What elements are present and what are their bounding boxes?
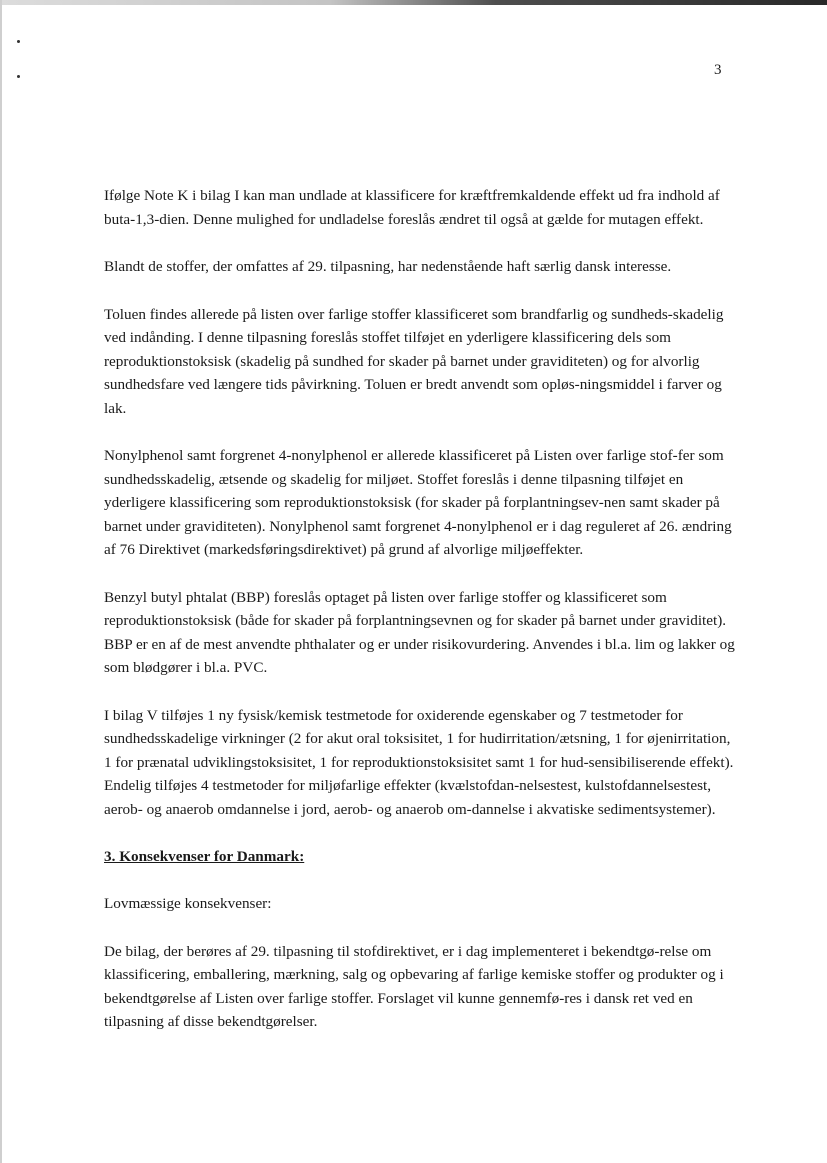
scan-edge-left (0, 0, 2, 1163)
scan-speck (17, 75, 20, 78)
section-paragraph: De bilag, der berøres af 29. tilpasning til stofdirektivet, er i dag implementeret i bekendtgø-relse om klassificering, emballering, mærkning, salg og opbevaring af farlige kemiske stoffer og produkter og i bekendtgørelse af Listen over farlige stoffer. Forslaget vil kunne gennemfø-res i dansk ret ved en tilpasning af disse bekendtgørelser. (104, 942, 724, 1030)
paragraph-danish-interest: Blandt de stoffer, der omfattes af 29. tilpasning, har nedenstående haft særlig dansk interesse. (104, 258, 672, 275)
section-subheading: Lovmæssige konsekvenser: (104, 895, 272, 912)
section-consequences (104, 845, 736, 1034)
scan-speck (17, 40, 20, 43)
paragraph-toluen: Toluen findes allerede på listen over farlige stoffer klassificeret som brandfarlig og sundheds-skadelig ved indånding. I denne tilpasning foreslås stoffet tilføjet en yderligere klassificering dels som reproduktionstoksisk (skadelig på sundhed for skader på barnet under graviditeten) og for alvorlig sundhedsfare ved længere tids påvirkning. Toluen er bredt anvendt som opløs-ningsmiddel i farver og lak. (104, 305, 724, 417)
paragraph-bilag-v: I bilag V tilføjes 1 ny fysisk/kemisk testmetode for oxiderende egenskaber og 7 testmetoder for sundhedsskadelige virkninger (2 for akut oral toksisitet, 1 for hudirritation/ætsning, 1 for øjenirritation, 1 for prænatal udviklingstoksisitet, 1 for reproduktionstoksisitet samt 1 for hud-sensibiliserende effekt). Endelig tilføjes 4 testmetoder for miljøfarlige effekter (kvælstofdan-nelsestest, kulstofdannelsestest, aerob- og anaerob omdannelse i jord, aerob- og anaerob om-dannelse i akvatiske sedimentsystemer). (104, 706, 734, 818)
scan-edge-top (0, 0, 827, 5)
document-body (104, 184, 736, 1058)
section-heading: 3. Konsekvenser for Danmark: (104, 848, 305, 865)
page-number: 3 (714, 62, 722, 78)
paragraph-nonylphenol: Nonylphenol samt forgrenet 4-nonylphenol er allerede klassificeret på Listen over farlige stof-fer som sundhedsskadelig, ætsende og skadelig for miljøet. Stoffet foreslås i denne tilpasning tilføjet en yderligere klassificering som reproduktionstoksisk (for skader på forplantningsev-nen samt skader på barnet under graviditeten). Nonylphenol samt forgrenet 4-nonylphenol er i dag reguleret af 26. ændring af 76 Direktivet (markedsføringsdirektivet) på grund af alvorlige miljøeffekter. (104, 447, 732, 558)
paragraph-note-k: Ifølge Note K i bilag I kan man undlade at klassificere for kræftfremkaldende effekt ud fra indhold af buta-1,3-dien. Denne mulighed for undladelse foreslås ændret til også at gælde for mutagen effekt. (104, 187, 720, 228)
paragraph-bbp: Benzyl butyl phtalat (BBP) foreslås optaget på listen over farlige stoffer og klassificeret som reproduktionstoksisk (både for skader på forplantningsevnen og for skader på barnet under graviditet). BBP er en af de mest anvendte phthalater og er under risikovurdering. Anvendes i bl.a. lim og lakker og som blødgører i bl.a. PVC. (104, 588, 735, 676)
